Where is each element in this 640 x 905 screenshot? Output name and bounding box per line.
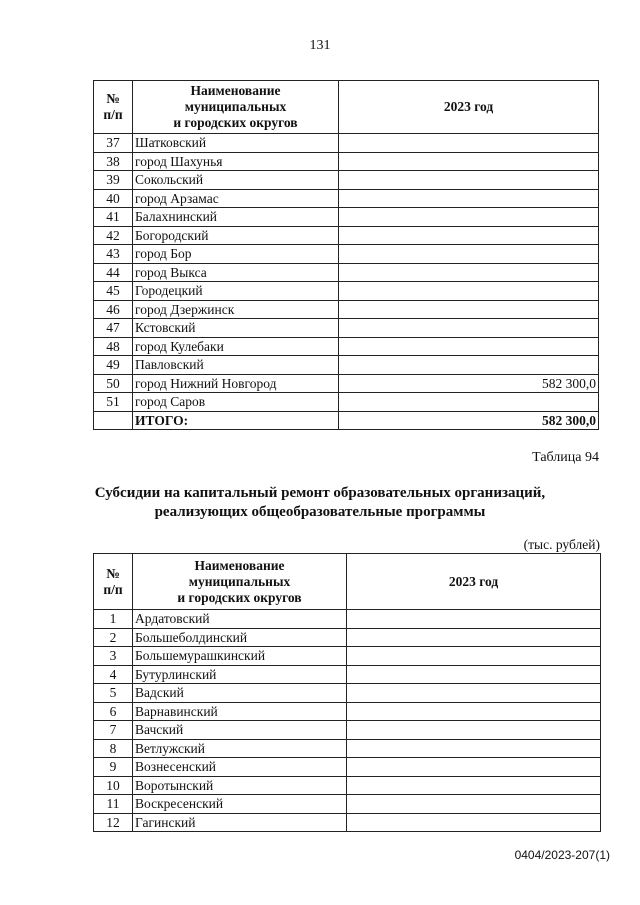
row-value [347, 610, 601, 629]
row-value [339, 300, 599, 319]
row-value [339, 245, 599, 264]
section-title: Субсидии на капитальный ремонт образовательных организаций, реализующих общеобразовательные программы [94, 485, 546, 520]
header-number: № п/п [94, 81, 133, 134]
table-row [94, 263, 599, 282]
table-row [94, 647, 601, 666]
row-name: Гагинский [133, 813, 347, 832]
row-number: 44 [94, 263, 133, 282]
units-label: (тыс. рублей) [523, 537, 600, 552]
header-number: № п/п [94, 554, 133, 610]
row-name: Воскресенский [133, 795, 347, 814]
row-number: 12 [94, 813, 133, 832]
row-name: город Арзамас [133, 189, 339, 208]
table-row [94, 319, 599, 338]
header-year: 2023 год [347, 554, 601, 610]
row-name: Шатковский [133, 134, 339, 153]
row-number: 7 [94, 721, 133, 740]
header-year: 2023 год [339, 81, 599, 134]
row-value [339, 208, 599, 227]
table-row [94, 393, 599, 412]
row-name: Павловский [133, 356, 339, 375]
row-name: Большемурашкинский [133, 647, 347, 666]
row-value [347, 795, 601, 814]
row-number: 40 [94, 189, 133, 208]
row-name: Вадский [133, 684, 347, 703]
row-value [339, 393, 599, 412]
row-value [347, 813, 601, 832]
total-value: 582 300,0 [339, 411, 599, 430]
row-number: 42 [94, 226, 133, 245]
row-value [347, 702, 601, 721]
row-value: 582 300,0 [339, 374, 599, 393]
row-number: 38 [94, 152, 133, 171]
row-number: 46 [94, 300, 133, 319]
row-name: Сокольский [133, 171, 339, 190]
total-label: ИТОГО: [133, 411, 339, 430]
row-value [339, 356, 599, 375]
table-header-row [94, 554, 601, 610]
table-row [94, 282, 599, 301]
capital-repair-subsidy-table [93, 553, 601, 832]
row-name: город Выкса [133, 263, 339, 282]
row-number: 11 [94, 795, 133, 814]
row-number: 47 [94, 319, 133, 338]
table-row [94, 134, 599, 153]
row-name: Ардатовский [133, 610, 347, 629]
row-number: 41 [94, 208, 133, 227]
row-value [339, 152, 599, 171]
row-value [339, 282, 599, 301]
row-number: 37 [94, 134, 133, 153]
table-row [94, 665, 601, 684]
table-row [94, 813, 601, 832]
table-row [94, 776, 601, 795]
row-value [347, 628, 601, 647]
row-name: город Кулебаки [133, 337, 339, 356]
row-number: 1 [94, 610, 133, 629]
row-number: 49 [94, 356, 133, 375]
table-row [94, 758, 601, 777]
table-row [94, 610, 601, 629]
row-value [339, 226, 599, 245]
total-empty-cell [94, 411, 133, 430]
row-number: 45 [94, 282, 133, 301]
table-row [94, 171, 599, 190]
row-name: город Бор [133, 245, 339, 264]
row-name: Вачский [133, 721, 347, 740]
row-name: город Шахунья [133, 152, 339, 171]
row-number: 48 [94, 337, 133, 356]
table-row [94, 795, 601, 814]
table-row [94, 702, 601, 721]
table-row [94, 152, 599, 171]
row-name: Воротынский [133, 776, 347, 795]
table-row [94, 300, 599, 319]
total-row [94, 411, 599, 430]
row-name: Богородский [133, 226, 339, 245]
table-row [94, 721, 601, 740]
row-name: город Саров [133, 393, 339, 412]
row-name: Большеболдинский [133, 628, 347, 647]
table-header-row [94, 81, 599, 134]
table-row [94, 208, 599, 227]
row-number: 39 [94, 171, 133, 190]
subsidy-table-continued [93, 80, 599, 430]
row-value [347, 721, 601, 740]
table-row [94, 628, 601, 647]
row-name: Городецкий [133, 282, 339, 301]
row-name: Варнавинский [133, 702, 347, 721]
table-row [94, 374, 599, 393]
row-number: 2 [94, 628, 133, 647]
row-name: город Нижний Новгород [133, 374, 339, 393]
row-value [347, 684, 601, 703]
row-name: Ветлужский [133, 739, 347, 758]
table-row [94, 337, 599, 356]
page-number: 131 [309, 38, 331, 53]
row-number: 8 [94, 739, 133, 758]
table-row [94, 684, 601, 703]
table-row [94, 739, 601, 758]
row-value [339, 189, 599, 208]
row-number: 4 [94, 665, 133, 684]
table-row [94, 226, 599, 245]
row-value [339, 319, 599, 338]
row-value [339, 337, 599, 356]
table-row [94, 245, 599, 264]
table-row [94, 356, 599, 375]
row-number: 3 [94, 647, 133, 666]
row-value [347, 739, 601, 758]
row-name: Кстовский [133, 319, 339, 338]
header-name: Наименование муниципальных и городских округов [133, 81, 339, 134]
row-number: 5 [94, 684, 133, 703]
document-code: 0404/2023-207(1) [514, 848, 610, 862]
header-name: Наименование муниципальных и городских округов [133, 554, 347, 610]
row-number: 9 [94, 758, 133, 777]
row-value [339, 263, 599, 282]
row-number: 6 [94, 702, 133, 721]
row-name: Вознесенский [133, 758, 347, 777]
row-number: 10 [94, 776, 133, 795]
row-value [339, 134, 599, 153]
row-number: 51 [94, 393, 133, 412]
row-value [347, 776, 601, 795]
row-value [347, 665, 601, 684]
row-name: город Дзержинск [133, 300, 339, 319]
row-name: Балахнинский [133, 208, 339, 227]
table-row [94, 189, 599, 208]
row-value [339, 171, 599, 190]
row-number: 43 [94, 245, 133, 264]
row-value [347, 758, 601, 777]
row-value [347, 647, 601, 666]
row-name: Бутурлинский [133, 665, 347, 684]
table-caption: Таблица 94 [532, 450, 599, 465]
row-number: 50 [94, 374, 133, 393]
